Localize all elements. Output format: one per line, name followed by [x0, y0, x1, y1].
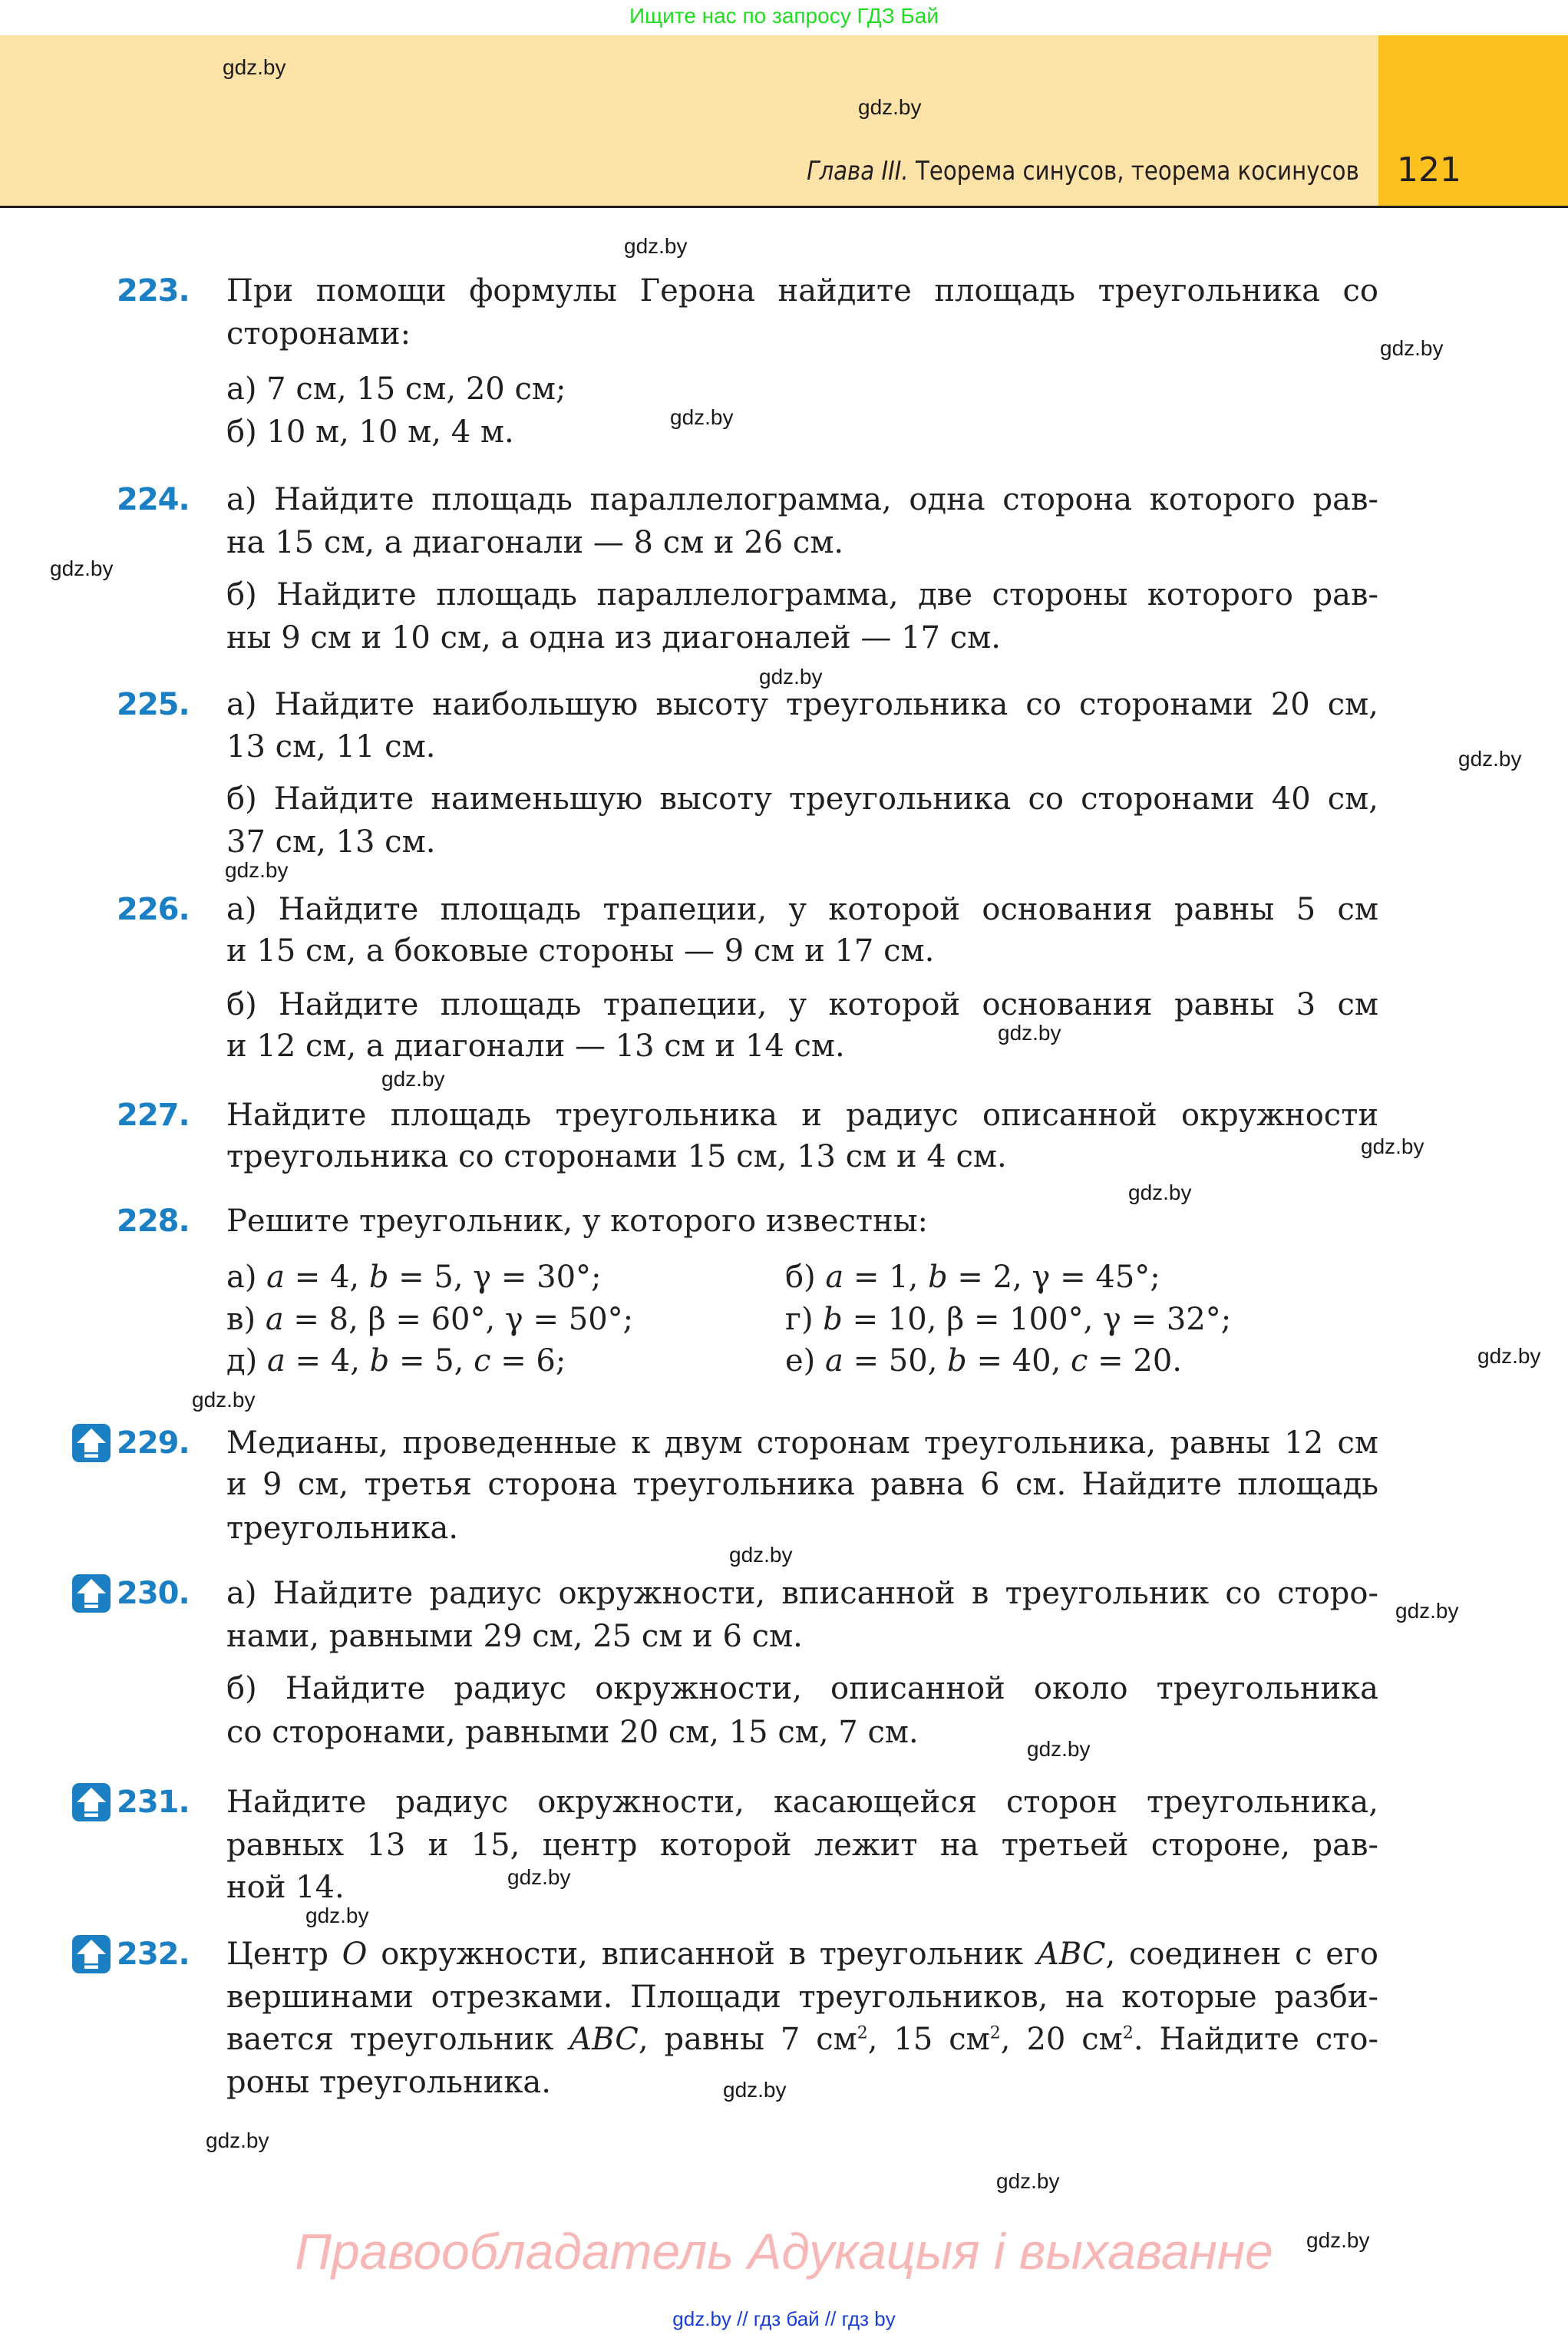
problem-text-line: вершинами отрезками. Площади треугольников, на которые разби- — [226, 1980, 1378, 2015]
watermark: gdz.by — [729, 1543, 793, 1567]
problem-text-line: При помощи формулы Герона найдите площадь треугольника со — [226, 273, 1378, 309]
problem-number: 229. — [117, 1425, 190, 1461]
problem-number: 224. — [117, 482, 190, 517]
watermark: gdz.by — [1128, 1181, 1192, 1204]
problem-text-line: а) Найдите наибольшую высоту треугольника со сторонами 20 см, — [226, 687, 1378, 722]
problem-item-g: г) b = 10, β = 100°, γ = 32°; — [785, 1302, 1232, 1337]
problem-text-line: а) Найдите площадь параллелограмма, одна сторона которого рав- — [226, 482, 1378, 517]
search-banner: Ищите нас по запросу ГДЗ Бай — [629, 4, 939, 28]
problem-text-line: и 12 см, а диагонали — 13 см и 14 см. — [226, 1029, 845, 1064]
watermark: gdz.by — [998, 1021, 1061, 1045]
problem-number: 228. — [117, 1204, 190, 1239]
problem-text-line: б) Найдите площадь трапеции, у которой основания равны 3 см — [226, 987, 1378, 1022]
problem-number: 223. — [117, 273, 190, 309]
watermark: gdz.by — [223, 55, 286, 79]
problem-text-line: б) Найдите наименьшую высоту треугольника со сторонами 40 см, — [226, 781, 1378, 817]
watermark: gdz.by — [1361, 1134, 1424, 1158]
problem-text-line: со сторонами, равными 20 см, 15 см, 7 см. — [226, 1715, 919, 1750]
page-number-box — [1378, 35, 1568, 206]
watermark: gdz.by — [996, 2169, 1060, 2193]
watermark: gdz.by — [206, 2128, 269, 2152]
problem-text-line: ны 9 см и 10 см, а одна из диагоналей — 17 см. — [226, 620, 1001, 655]
watermark: gdz.by — [858, 95, 922, 119]
watermark: gdz.by — [1027, 1737, 1091, 1761]
advanced-problem-icon — [71, 1574, 111, 1613]
problem-item-a: а) 7 см, 15 см, 20 см; — [226, 372, 566, 407]
watermark: gdz.by — [723, 2078, 787, 2102]
chapter-title — [807, 156, 1359, 187]
problem-item-d: д) a = 4, b = 5, c = 6; — [226, 1343, 566, 1379]
problem-item-a: а) a = 4, b = 5, γ = 30°; — [226, 1260, 602, 1295]
problem-text-line: Центр O окружности, вписанной в треугольник ABC, соединен с его — [226, 1937, 1378, 1972]
problem-number: 232. — [117, 1937, 190, 1972]
problem-item-b: б) a = 1, b = 2, γ = 45°; — [785, 1260, 1160, 1295]
watermark: gdz.by — [1477, 1344, 1541, 1368]
problem-text-line: Найдите радиус окружности, касающейся сторон треугольника, — [226, 1785, 1378, 1820]
watermark: gdz.by — [759, 665, 823, 689]
footer-links[interactable]: gdz.by // гдз бай // гдз by — [672, 2307, 896, 2330]
problem-text-line: на 15 см, а диагонали — 8 см и 26 см. — [226, 525, 844, 560]
problem-text-line: ной 14. — [226, 1870, 345, 1905]
problem-item-e: е) a = 50, b = 40, c = 20. — [785, 1343, 1182, 1379]
problem-text-line: 13 см, 11 см. — [226, 729, 436, 764]
problem-number: 225. — [117, 687, 190, 722]
watermark: gdz.by — [1306, 2228, 1370, 2252]
problem-text-line: равных 13 и 15, центр которой лежит на третьей стороне, рав- — [226, 1828, 1378, 1863]
problem-text-line: роны треугольника. — [226, 2065, 551, 2100]
copyright-notice: Правообладатель Адукацыя і выхаванне — [295, 2223, 1273, 2280]
watermark: gdz.by — [50, 556, 114, 580]
advanced-problem-icon — [71, 1423, 111, 1463]
problem-text-line: треугольника со сторонами 15 см, 13 см и 4 см. — [226, 1139, 1007, 1174]
problem-text-line: нами, равными 29 см, 25 см и 6 см. — [226, 1619, 803, 1654]
watermark: gdz.by — [1458, 747, 1522, 771]
watermark: gdz.by — [192, 1388, 256, 1412]
problem-item-v: в) a = 8, β = 60°, γ = 50°; — [226, 1302, 634, 1337]
page-number: 121 — [1397, 150, 1461, 190]
watermark: gdz.by — [507, 1865, 571, 1889]
problem-text-line: и 15 см, а боковые стороны — 9 см и 17 см. — [226, 933, 935, 969]
watermark: gdz.by — [1395, 1599, 1459, 1623]
problem-text-line: треугольника. — [226, 1511, 459, 1546]
problem-text-line: вается треугольник ABC, равны 7 $см^2$, 15 $см^2$, 20 $см^2$. Найдите сто- — [226, 2022, 1379, 2057]
chapter-name: Теорема синусов, теорема косинусов — [916, 156, 1359, 187]
watermark: gdz.by — [225, 858, 289, 882]
problem-number: 227. — [117, 1098, 190, 1133]
problem-text-line: и 9 см, третья сторона треугольника равна 6 см. Найдите площадь — [226, 1467, 1378, 1502]
problem-text-line: Найдите площадь треугольника и радиус описанной окружности — [226, 1098, 1378, 1133]
advanced-problem-icon — [71, 1934, 111, 1974]
problem-number: 230. — [117, 1576, 190, 1611]
problem-text-line: б) Найдите радиус окружности, описанной около треугольника — [226, 1671, 1378, 1706]
problem-text-line: а) Найдите площадь трапеции, у которой основания равны 5 см — [226, 892, 1378, 927]
problem-text-line: сторонами: — [226, 316, 411, 352]
chapter-label: Глава III. — [807, 156, 909, 187]
watermark: gdz.by — [381, 1067, 445, 1091]
problem-text-line: 37 см, 13 см. — [226, 824, 436, 860]
problem-number: 231. — [117, 1785, 190, 1820]
advanced-problem-icon — [71, 1782, 111, 1822]
watermark: gdz.by — [670, 405, 734, 429]
watermark: gdz.by — [305, 1904, 369, 1927]
watermark: gdz.by — [624, 234, 688, 258]
problem-text-line: Медианы, проведенные к двум сторонам треугольника, равны 12 см — [226, 1425, 1378, 1461]
problem-item-b: б) 10 м, 10 м, 4 м. — [226, 414, 514, 450]
watermark: gdz.by — [1380, 336, 1444, 360]
problem-text-line: а) Найдите радиус окружности, вписанной в треугольник со сторо- — [226, 1576, 1378, 1611]
problem-number: 226. — [117, 892, 190, 927]
problem-text-line: б) Найдите площадь параллелограмма, две стороны которого рав- — [226, 577, 1378, 613]
problem-text-line: Решите треугольник, у которого известны: — [226, 1204, 929, 1239]
